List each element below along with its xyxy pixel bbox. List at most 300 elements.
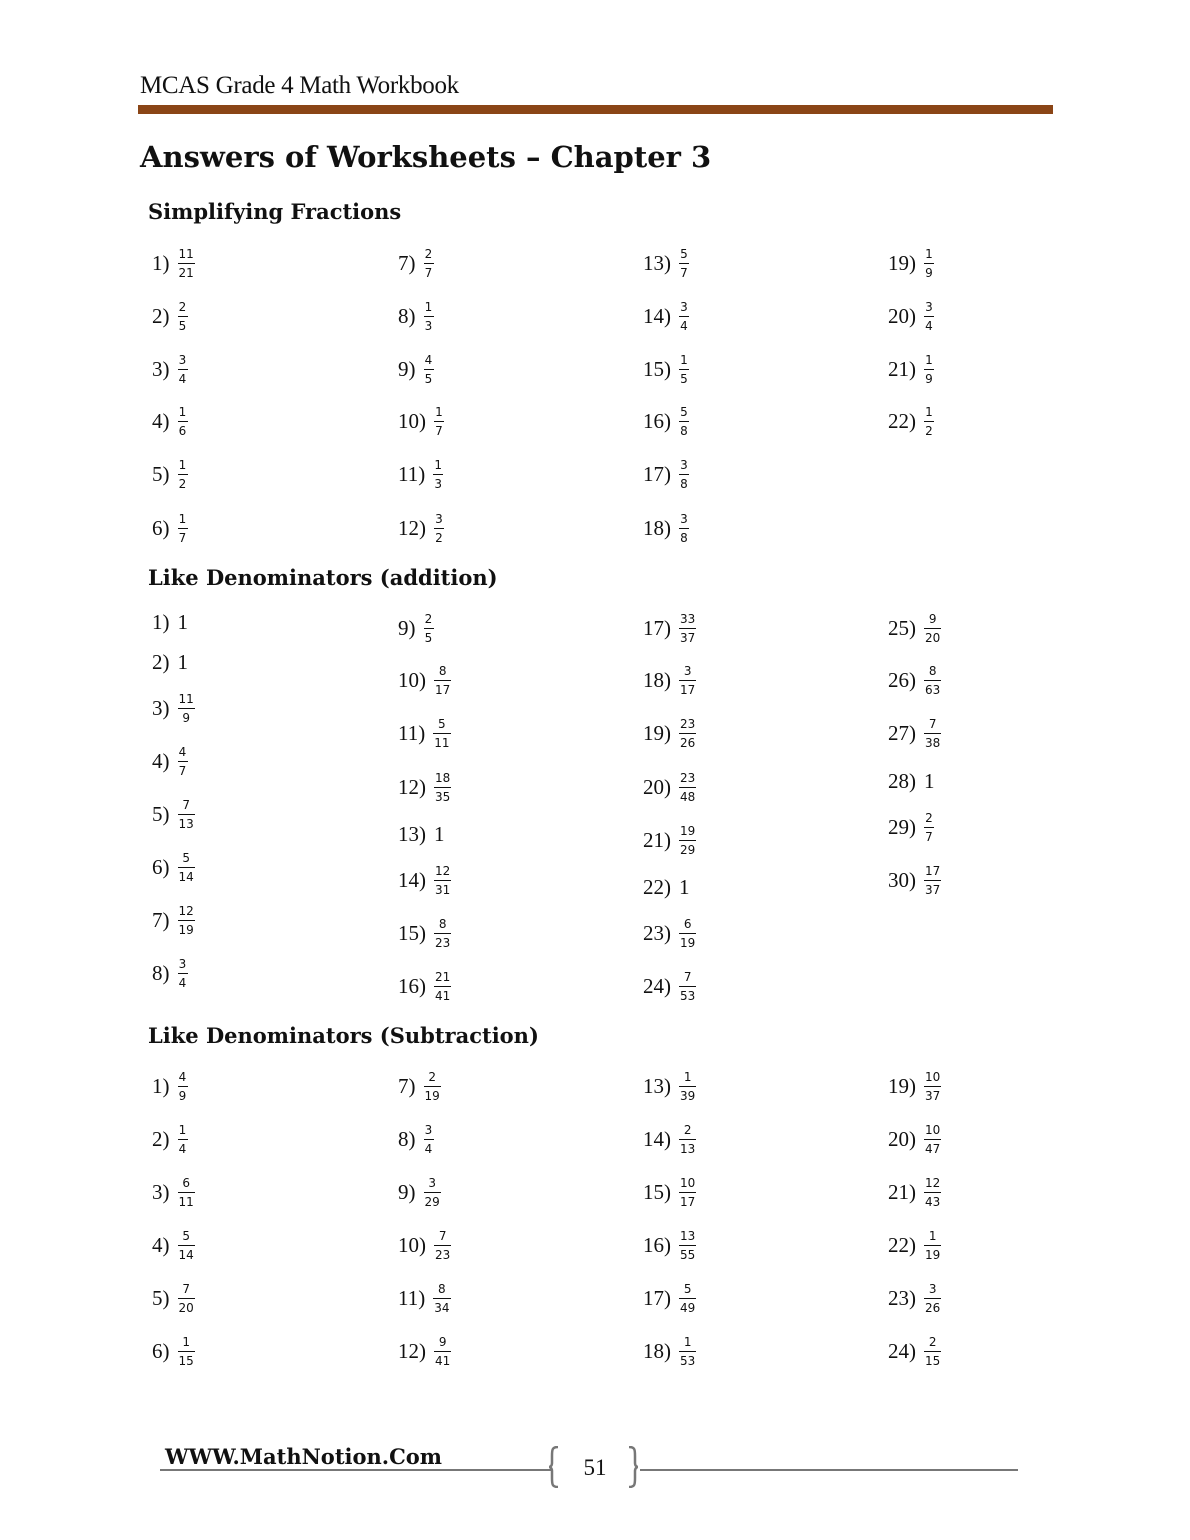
- answer-item: [398, 238, 434, 288]
- fraction-numerator: 3: [435, 511, 443, 526]
- fraction-numerator: 6: [182, 1175, 190, 1190]
- answer-item: [152, 1114, 188, 1164]
- answer-fraction: [679, 971, 696, 1002]
- fraction-denominator: 15: [925, 1353, 941, 1368]
- answer-item: [888, 291, 934, 341]
- answer-fraction: [178, 905, 195, 936]
- answer-item: [152, 1273, 195, 1323]
- answer-fraction: [679, 1124, 696, 1155]
- fraction-denominator: 8: [680, 530, 688, 545]
- answer-number: 1): [152, 1073, 170, 1098]
- answer-number: 1): [152, 609, 170, 634]
- answer-number: 4): [152, 748, 170, 773]
- section-title-subtraction: Like Denominators (Subtraction): [148, 1023, 539, 1048]
- fraction-denominator: 9: [925, 265, 933, 280]
- answer-number: 8): [152, 960, 170, 985]
- answer-item: [888, 756, 935, 806]
- answer-item: [152, 344, 188, 394]
- answer-number: 27): [888, 720, 916, 745]
- answer-fraction: [178, 354, 188, 385]
- fraction-denominator: 7: [925, 829, 933, 844]
- section-title-addition: Like Denominators (addition): [148, 565, 498, 590]
- answer-fraction: [178, 852, 195, 883]
- answer-number: 12): [398, 774, 426, 799]
- footer-rule-left: [160, 1469, 552, 1471]
- answer-fraction: [924, 812, 934, 843]
- fraction-denominator: 15: [178, 1353, 194, 1368]
- footer-rule-right: [640, 1469, 1018, 1471]
- fraction-numerator: 3: [683, 663, 692, 678]
- fraction-numerator: 3: [925, 299, 933, 314]
- answer-item: [398, 1273, 451, 1323]
- fraction-denominator: 4: [424, 1141, 433, 1156]
- answer-number: 17): [643, 1285, 671, 1310]
- answer-fraction: [679, 301, 689, 332]
- answer-number: 7): [152, 907, 170, 932]
- answer-fraction: [434, 865, 451, 896]
- answer-number: 20): [643, 774, 671, 799]
- answer-item: [888, 396, 934, 446]
- fraction-numerator: 11: [178, 246, 194, 261]
- fraction-denominator: 4: [925, 318, 933, 333]
- answer-number: 19): [888, 250, 916, 275]
- answer-number: 11): [398, 1285, 426, 1310]
- answer-fraction: [434, 772, 451, 803]
- answer-number: 10): [398, 408, 426, 433]
- fraction-numerator: 7: [182, 797, 190, 812]
- fraction-denominator: 31: [435, 882, 451, 897]
- answer-item: [398, 449, 443, 499]
- fraction-denominator: 49: [680, 1300, 696, 1315]
- answer-item: [643, 961, 696, 1011]
- answer-fraction: [679, 459, 689, 490]
- fraction-denominator: 13: [680, 1141, 696, 1156]
- answer-fraction: [433, 718, 450, 749]
- footer-website: WWW.MathNotion.Com: [165, 1444, 443, 1469]
- section-title-simplifying: Simplifying Fractions: [148, 199, 402, 224]
- fraction-numerator: 4: [178, 744, 187, 759]
- answer-fraction: [178, 513, 188, 544]
- fraction-denominator: 19: [680, 935, 696, 950]
- fraction-numerator: 2: [925, 810, 933, 825]
- answer-fraction: [924, 301, 934, 332]
- fraction-numerator: 1: [435, 404, 443, 419]
- fraction-denominator: 63: [925, 682, 941, 697]
- fraction-denominator: 3: [424, 318, 433, 333]
- answer-number: 30): [888, 867, 916, 892]
- answer-number: 14): [643, 303, 671, 328]
- answer-item: [643, 1061, 696, 1111]
- fraction-denominator: 20: [178, 1300, 194, 1315]
- answer-number: 19): [888, 1073, 916, 1098]
- answer-number: 21): [888, 1179, 916, 1204]
- fraction-denominator: 38: [925, 735, 941, 750]
- answer-item: [152, 683, 195, 733]
- answer-number: 11): [398, 461, 426, 486]
- answer-fraction: [679, 772, 696, 803]
- answer-number: 24): [643, 973, 671, 998]
- fraction-numerator: 4: [178, 1069, 187, 1084]
- answer-fraction: [178, 1336, 195, 1367]
- fraction-denominator: 4: [178, 1141, 187, 1156]
- answer-item: [888, 1326, 941, 1376]
- answer-number: 4): [152, 408, 170, 433]
- answer-number: 9): [398, 615, 416, 640]
- fraction-denominator: 2: [178, 476, 187, 491]
- fraction-numerator: 4: [424, 352, 433, 367]
- answer-fraction: [424, 301, 434, 332]
- answer-item: [888, 1167, 941, 1217]
- answer-fraction: [679, 1177, 696, 1208]
- fraction-numerator: 11: [178, 691, 194, 706]
- fraction-numerator: 33: [680, 611, 696, 626]
- answer-item: [643, 344, 689, 394]
- answer-fraction: [178, 459, 188, 490]
- fraction-numerator: 1: [925, 352, 933, 367]
- fraction-numerator: 9: [928, 611, 937, 626]
- fraction-numerator: 1: [178, 404, 187, 419]
- answer-number: 3): [152, 695, 170, 720]
- answer-fraction: [924, 1071, 941, 1102]
- answer-number: 6): [152, 1338, 170, 1363]
- fraction-numerator: 7: [928, 716, 937, 731]
- answer-number: 22): [888, 1232, 916, 1257]
- fraction-numerator: 23: [680, 716, 696, 731]
- fraction-denominator: 5: [424, 371, 433, 386]
- answer-number: 8): [398, 303, 416, 328]
- fraction-numerator: 12: [178, 903, 194, 918]
- fraction-denominator: 41: [435, 1353, 451, 1368]
- fraction-numerator: 5: [680, 246, 688, 261]
- answer-number: 18): [643, 1338, 671, 1363]
- answer-number: 14): [643, 1126, 671, 1151]
- answer-item: [398, 809, 445, 859]
- answer-number: 7): [398, 1073, 416, 1098]
- answer-number: 7): [398, 250, 416, 275]
- answer-whole: 1: [177, 649, 188, 674]
- answer-item: [888, 802, 934, 852]
- answer-number: 19): [643, 720, 671, 745]
- fraction-numerator: 12: [435, 863, 451, 878]
- answer-whole: 1: [434, 821, 445, 846]
- fraction-numerator: 1: [178, 511, 187, 526]
- fraction-numerator: 2: [428, 1069, 436, 1084]
- answer-number: 3): [152, 356, 170, 381]
- answer-number: 6): [152, 515, 170, 540]
- answer-number: 6): [152, 854, 170, 879]
- answer-number: 2): [152, 649, 170, 674]
- fraction-numerator: 3: [680, 511, 688, 526]
- answer-fraction: [924, 665, 941, 696]
- answer-fraction: [434, 1336, 451, 1367]
- answer-number: 13): [398, 821, 426, 846]
- answer-fraction: [178, 406, 188, 437]
- answer-item: [398, 908, 451, 958]
- fraction-denominator: 4: [178, 975, 187, 990]
- answer-fraction: [178, 1071, 188, 1102]
- answer-number: 13): [643, 1073, 671, 1098]
- fraction-denominator: 8: [680, 423, 688, 438]
- fraction-denominator: 7: [680, 265, 688, 280]
- answer-item: [888, 1220, 941, 1270]
- answer-number: 4): [152, 1232, 170, 1257]
- fraction-numerator: 1: [434, 457, 443, 472]
- answer-item: [888, 708, 941, 758]
- answer-fraction: [924, 1177, 941, 1208]
- fraction-numerator: 5: [182, 1228, 190, 1243]
- answer-item: [643, 908, 696, 958]
- answer-fraction: [924, 718, 941, 749]
- answer-item: [643, 862, 690, 912]
- fraction-denominator: 53: [680, 1353, 696, 1368]
- answer-item: [152, 291, 188, 341]
- fraction-numerator: 1: [683, 1069, 692, 1084]
- answer-item: [398, 1326, 451, 1376]
- answer-fraction: [679, 1336, 696, 1367]
- fraction-denominator: 11: [178, 1194, 194, 1209]
- answer-item: [643, 762, 696, 812]
- fraction-denominator: 2: [435, 530, 443, 545]
- answer-number: 3): [152, 1179, 170, 1204]
- answer-number: 28): [888, 768, 916, 793]
- answer-fraction: [924, 865, 941, 896]
- fraction-denominator: 2: [925, 423, 933, 438]
- answer-item: [152, 842, 195, 892]
- answer-number: 5): [152, 461, 170, 486]
- fraction-denominator: 26: [925, 1300, 941, 1315]
- fraction-numerator: 5: [438, 716, 446, 731]
- answer-fraction: [178, 746, 188, 777]
- fraction-denominator: 47: [925, 1141, 941, 1156]
- fraction-numerator: 10: [925, 1122, 941, 1137]
- fraction-denominator: 39: [680, 1088, 696, 1103]
- fraction-denominator: 8: [680, 476, 688, 491]
- fraction-numerator: 5: [680, 404, 688, 419]
- fraction-denominator: 41: [435, 988, 451, 1003]
- answer-number: 20): [888, 1126, 916, 1151]
- answer-fraction: [679, 918, 696, 949]
- fraction-numerator: 1: [178, 1122, 187, 1137]
- answer-item: [398, 1061, 441, 1111]
- answer-number: 1): [152, 250, 170, 275]
- fraction-numerator: 6: [683, 916, 692, 931]
- fraction-denominator: 14: [178, 869, 194, 884]
- fraction-denominator: 48: [680, 789, 696, 804]
- fraction-denominator: 17: [680, 682, 696, 697]
- fraction-numerator: 8: [438, 916, 447, 931]
- fraction-numerator: 3: [428, 1175, 436, 1190]
- answer-number: 16): [643, 408, 671, 433]
- fraction-denominator: 7: [178, 763, 187, 778]
- fraction-numerator: 1: [683, 1334, 692, 1349]
- answer-item: [398, 961, 451, 1011]
- answer-fraction: [434, 665, 451, 696]
- fraction-numerator: 3: [178, 352, 187, 367]
- answer-item: [888, 603, 941, 653]
- fraction-denominator: 5: [424, 630, 433, 645]
- answer-fraction: [679, 1071, 696, 1102]
- answer-item: [398, 603, 434, 653]
- fraction-denominator: 3: [434, 476, 443, 491]
- answer-number: 25): [888, 615, 916, 640]
- fraction-numerator: 5: [683, 1281, 692, 1296]
- answer-number: 13): [643, 250, 671, 275]
- answer-item: [888, 1114, 941, 1164]
- fraction-numerator: 1: [680, 352, 688, 367]
- answer-number: 18): [643, 515, 671, 540]
- answer-fraction: [178, 958, 188, 989]
- answer-fraction: [178, 1177, 195, 1208]
- fraction-numerator: 1: [178, 457, 187, 472]
- answer-fraction: [679, 665, 696, 696]
- fraction-numerator: 1: [182, 1334, 190, 1349]
- fraction-numerator: 1: [925, 404, 933, 419]
- answer-fraction: [924, 1230, 941, 1261]
- fraction-numerator: 23: [680, 770, 696, 785]
- answer-number: 29): [888, 814, 916, 839]
- answer-fraction: [434, 1230, 451, 1261]
- answer-item: [643, 708, 696, 758]
- answer-number: 16): [398, 973, 426, 998]
- answer-number: 21): [888, 356, 916, 381]
- fraction-denominator: 23: [435, 1247, 451, 1262]
- answer-item: [643, 238, 689, 288]
- answer-item: [643, 1220, 696, 1270]
- answer-fraction: [178, 301, 188, 332]
- answer-item: [888, 344, 934, 394]
- answer-fraction: [433, 1283, 450, 1314]
- answer-fraction: [679, 1283, 696, 1314]
- answer-item: [398, 1220, 451, 1270]
- fraction-denominator: 14: [178, 1247, 194, 1262]
- fraction-denominator: 53: [680, 988, 696, 1003]
- answer-fraction: [434, 513, 444, 544]
- answer-item: [888, 655, 941, 705]
- answer-fraction: [424, 354, 434, 385]
- answer-fraction: [433, 459, 443, 490]
- fraction-denominator: 21: [178, 265, 194, 280]
- bracket-right-icon: [627, 1446, 639, 1488]
- fraction-numerator: 10: [925, 1069, 941, 1084]
- fraction-numerator: 1: [925, 246, 933, 261]
- fraction-denominator: 11: [434, 735, 450, 750]
- answer-number: 17): [643, 615, 671, 640]
- fraction-denominator: 26: [680, 735, 696, 750]
- answer-fraction: [679, 718, 696, 749]
- fraction-denominator: 17: [680, 1194, 696, 1209]
- answer-number: 23): [888, 1285, 916, 1310]
- answer-fraction: [679, 825, 696, 856]
- answer-fraction: [178, 248, 195, 279]
- fraction-numerator: 2: [178, 299, 187, 314]
- answer-item: [888, 855, 941, 905]
- answer-number: 5): [152, 1285, 170, 1310]
- fraction-denominator: 55: [680, 1247, 696, 1262]
- page-number: 51: [583, 1455, 607, 1480]
- fraction-numerator: 2: [683, 1122, 692, 1137]
- answer-number: 15): [643, 1179, 671, 1204]
- answer-item: [152, 895, 195, 945]
- fraction-denominator: 43: [925, 1194, 941, 1209]
- fraction-denominator: 29: [424, 1194, 440, 1209]
- fraction-denominator: 37: [925, 1088, 941, 1103]
- answer-number: 12): [398, 1338, 426, 1363]
- answer-number: 11): [398, 720, 426, 745]
- fraction-numerator: 19: [680, 823, 696, 838]
- answer-fraction: [679, 248, 689, 279]
- answer-item: [643, 449, 689, 499]
- fraction-numerator: 8: [928, 663, 937, 678]
- fraction-numerator: 9: [438, 1334, 447, 1349]
- fraction-denominator: 6: [178, 423, 187, 438]
- answer-item: [643, 1273, 696, 1323]
- answer-fraction: [679, 513, 689, 544]
- answer-item: [398, 344, 434, 394]
- answer-fraction: [679, 1230, 696, 1261]
- answer-item: [152, 948, 188, 998]
- answer-fraction: [434, 918, 451, 949]
- fraction-denominator: 9: [182, 710, 190, 725]
- answer-item: [643, 396, 689, 446]
- fraction-numerator: 7: [438, 1228, 447, 1243]
- answer-number: 12): [398, 515, 426, 540]
- answer-number: 9): [398, 1179, 416, 1204]
- answer-fraction: [924, 613, 941, 644]
- answer-number: 10): [398, 1232, 426, 1257]
- page-title: Answers of Worksheets – Chapter 3: [140, 140, 712, 174]
- fraction-denominator: 5: [680, 371, 688, 386]
- answer-number: 26): [888, 667, 916, 692]
- fraction-numerator: 8: [438, 1281, 446, 1296]
- fraction-numerator: 3: [680, 457, 688, 472]
- fraction-denominator: 37: [925, 882, 941, 897]
- answer-fraction: [924, 406, 934, 437]
- fraction-denominator: 37: [680, 630, 696, 645]
- fraction-numerator: 17: [925, 863, 941, 878]
- answer-number: 17): [643, 461, 671, 486]
- answer-item: [398, 655, 451, 705]
- answer-number: 8): [398, 1126, 416, 1151]
- fraction-numerator: 7: [683, 969, 692, 984]
- answer-fraction: [178, 1283, 195, 1314]
- answer-item: [398, 762, 451, 812]
- answer-whole: 1: [177, 609, 188, 634]
- answer-item: [643, 815, 696, 865]
- fraction-denominator: 20: [925, 630, 941, 645]
- fraction-numerator: 2: [424, 611, 433, 626]
- fraction-numerator: 2: [424, 246, 433, 261]
- answer-item: [398, 291, 434, 341]
- fraction-denominator: 4: [178, 371, 187, 386]
- fraction-denominator: 29: [680, 842, 696, 857]
- answer-item: [643, 1167, 696, 1217]
- fraction-numerator: 18: [435, 770, 451, 785]
- answer-fraction: [178, 799, 195, 830]
- answer-item: [643, 291, 689, 341]
- answer-number: 2): [152, 1126, 170, 1151]
- answer-item: [888, 1061, 941, 1111]
- answer-number: 5): [152, 801, 170, 826]
- fraction-numerator: 5: [182, 850, 190, 865]
- fraction-numerator: 2: [928, 1334, 937, 1349]
- answer-number: 10): [398, 667, 426, 692]
- fraction-denominator: 17: [435, 682, 451, 697]
- answer-item: [152, 1220, 195, 1270]
- answer-fraction: [178, 1124, 188, 1155]
- answer-item: [398, 396, 444, 446]
- answer-item: [643, 1326, 696, 1376]
- fraction-numerator: 13: [680, 1228, 696, 1243]
